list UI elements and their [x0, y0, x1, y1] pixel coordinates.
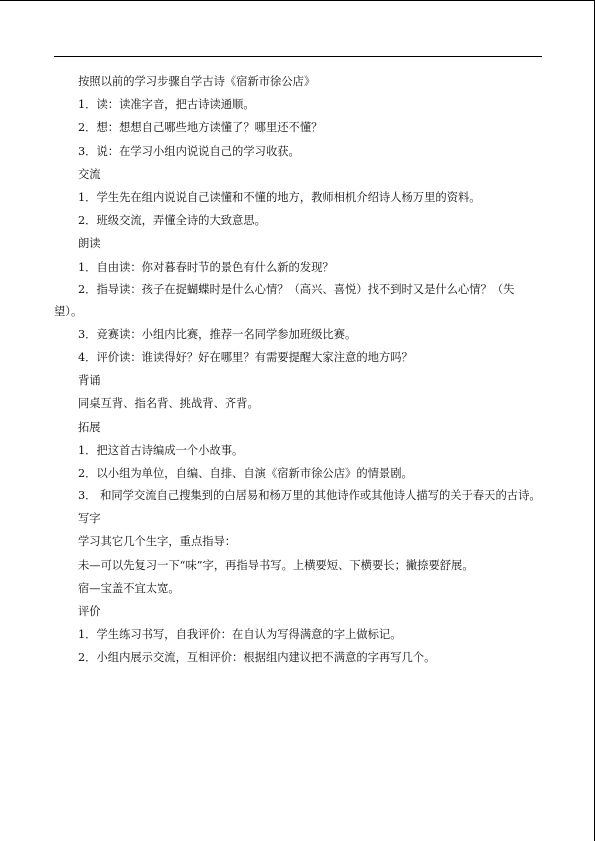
- section-heading-exchange: 交流: [78, 167, 101, 181]
- extension-item-3: 3． 和同学交流自己搜集到的白居易和杨万里的其他诗作或其他诗人描写的关于春天的古诗。: [78, 489, 541, 503]
- recite-text: 同桌互背、指名背、挑战背、齐背。: [78, 397, 259, 411]
- section-heading-recite: 背诵: [78, 374, 101, 388]
- writing-intro: 学习其它几个生字，重点指导：: [78, 535, 237, 549]
- writing-note-wei: 未—可以先复习一下“味”字，再指导书写。上横要短、下横要长；撇捺要舒展。: [78, 558, 474, 572]
- step-say: 3．说：在学习小组内说说自己的学习收获。: [78, 144, 300, 158]
- writing-note-su: 宿—宝盖不宜太宽。: [78, 581, 180, 595]
- reading-item-4: 4．评价读：谁读得好？好在哪里？有需要提醒大家注意的地方吗？: [78, 351, 413, 365]
- page-top-border: [0, 0, 595, 1]
- section-heading-evaluation: 评价: [78, 605, 101, 619]
- section-heading-writing: 写字: [78, 512, 101, 526]
- evaluation-item-2: 2．小组内展示交流，互相评价：根据组内建议把不满意的字再写几个。: [78, 651, 436, 665]
- exchange-item-1: 1．学生先在组内说说自己读懂和不懂的地方，教师相机介绍诗人杨万里的资料。: [78, 191, 481, 205]
- extension-item-1: 1．把这首古诗编成一个小故事。: [78, 443, 244, 457]
- exchange-item-2: 2．班级交流，弄懂全诗的大致意思。: [78, 214, 266, 228]
- section-heading-extension: 拓展: [78, 420, 101, 434]
- document-body: [54, 70, 542, 670]
- step-read: 1．读：读准字音，把古诗读通顺。: [78, 98, 255, 112]
- reading-item-3: 3．竞赛读：小组内比赛，推荐一名同学参加班级比赛。: [78, 327, 357, 341]
- extension-item-2: 2．以小组为单位，自编、自排、自演《宿新市徐公店》的情景剧。: [78, 467, 413, 481]
- step-think: 2．想：想想自己哪些地方读懂了？哪里还不懂？: [78, 121, 323, 135]
- section-heading-reading: 朗读: [78, 237, 101, 251]
- evaluation-item-1: 1．学生练习书写，自我评价：在自认为写得满意的字上做标记。: [78, 628, 402, 642]
- reading-item-1: 1．自由读：你对暮春时节的景色有什么新的发现？: [78, 260, 334, 274]
- header-rule: [54, 56, 542, 57]
- reading-item-2: 2．指导读：孩子在捉蝴蝶时是什么心情？（高兴、喜悦）找不到时又是什么心情？（失望）。: [54, 282, 515, 318]
- intro-line: 按照以前的学习步骤自学古诗《宿新市徐公店》: [78, 75, 316, 88]
